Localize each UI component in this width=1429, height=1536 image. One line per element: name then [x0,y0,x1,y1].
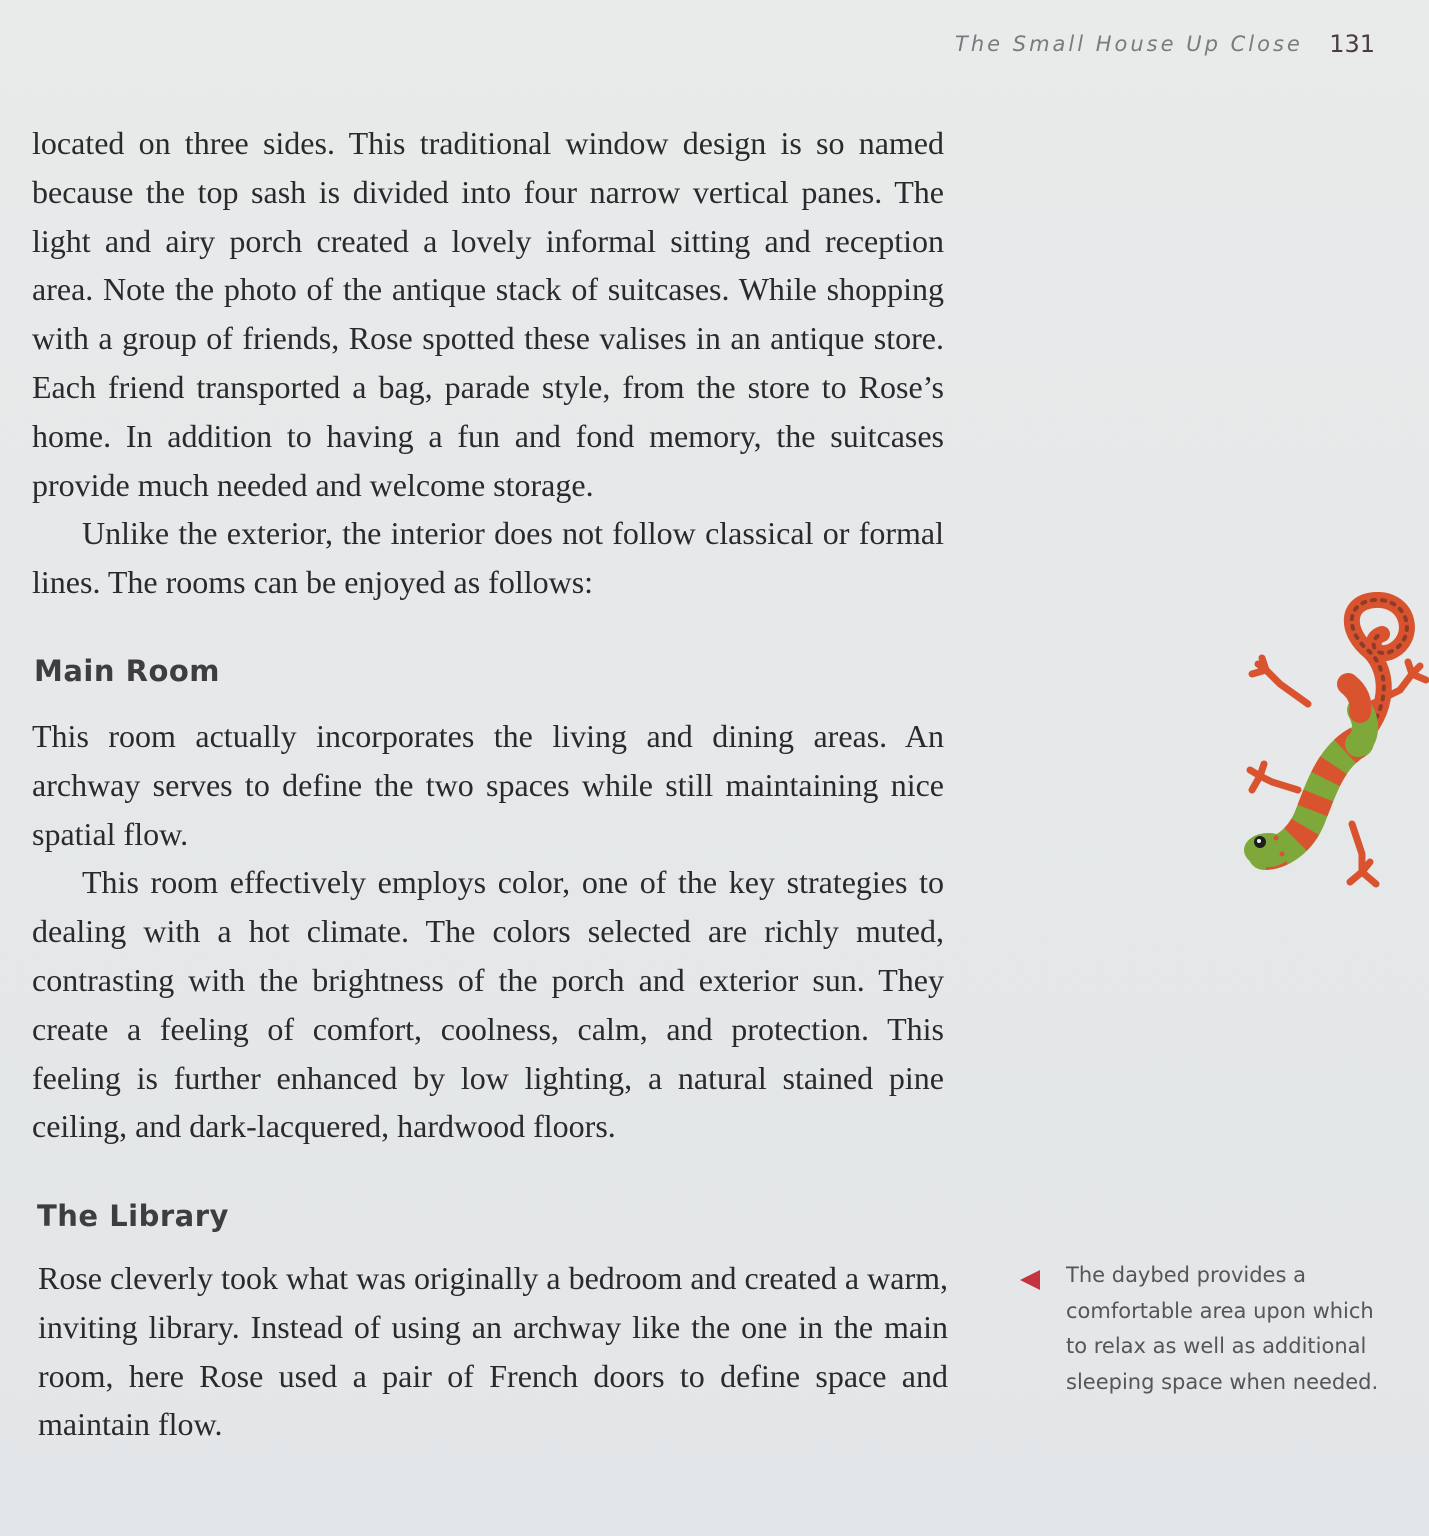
main-room-paragraph-2: This room effectively employs color, one of the key strategies to dealing with a hot climate. The colors selected are richly muted, contrasting with the brightness of the porch and exterior sun. They create a feeling of comfort, coolness, calm, and protection. This feeling is further enhanced by low lighting, a natural stained pine ceiling, and dark-lacquered, hardwood floors. [32,864,944,1145]
library-paragraph-1: Rose cleverly took what was originally a bedroom and created a warm, inviting library. Instead of using an archway like the one in the main room, here Rose used a pair of French doors to define space and maintain flow. [38,1260,948,1443]
running-head [955,30,1375,70]
library-heading: The Library [37,1199,229,1233]
running-title: The Small House Up Close [955,32,1303,56]
intro-paragraph-2: Unlike the exterior, the interior does not follow classical or formal lines. The rooms can be enjoyed as follows: [32,515,944,601]
intro-section [32,119,944,607]
caption-pointer-icon [1020,1270,1040,1290]
main-room-paragraph-1: This room actually incorporates the living and dining areas. An archway serves to define the two spaces while still maintaining nice spatial flow. [32,718,944,852]
page-number: 131 [1329,30,1375,58]
main-room-heading: Main Room [34,654,221,688]
intro-paragraph-1: located on three sides. This traditional window design is so named because the top sash is divided into four narrow vertical panes. The light and airy porch created a lovely informal sitting and reception area. Note the photo of the antique stack of suitcases. While shopping with a group of friends, Rose spotted these valises in an antique store. Each friend transported a bag, parade style, from the store to Rose’s home. In addition to having a fun and fond memory, the suitcases provide much needed and welcome storage. [32,125,944,503]
caption-text: The daybed provides a comfortable area upon which to relax as well as additional sleeping space when needed. [1066,1263,1379,1394]
library-section [38,1254,948,1449]
main-room-section [32,712,944,1151]
gecko-icon [1240,592,1429,892]
